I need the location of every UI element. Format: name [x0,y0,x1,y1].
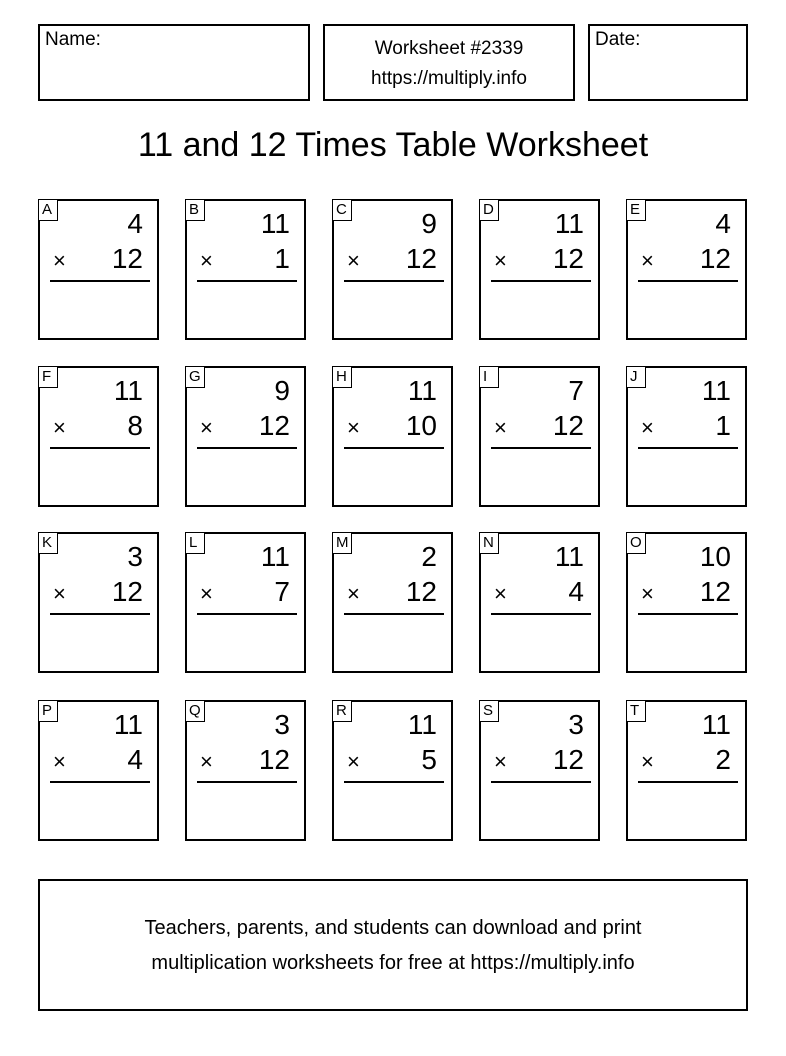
multiplier: 12 [552,243,584,274]
problem-card[interactable] [626,532,747,673]
multiplier: 1 [274,243,290,274]
problem-letter: L [185,532,205,554]
problem-letter: I [479,366,499,388]
multiplicand: 3 [274,709,290,740]
problem-card[interactable] [38,532,159,673]
times-sign: × [641,415,654,440]
times-sign: × [200,415,213,440]
multiplier: 12 [405,243,437,274]
problem-card[interactable] [479,700,600,841]
times-sign: × [53,749,66,774]
worksheet-number: Worksheet #2339 [374,38,524,59]
problem-card[interactable] [626,199,747,340]
problem-card[interactable] [332,700,453,841]
answer-line [638,280,738,282]
problem-letter: M [332,532,352,554]
multiplier: 1 [715,410,731,441]
times-sign: × [494,415,507,440]
times-sign: × [53,415,66,440]
multiplicand: 11 [701,375,731,406]
times-sign: × [494,749,507,774]
times-sign: × [347,581,360,606]
times-sign: × [200,749,213,774]
answer-line [638,613,738,615]
answer-line [491,447,591,449]
answer-line [197,781,297,783]
answer-line [344,447,444,449]
multiplicand: 7 [568,375,584,406]
answer-line [197,280,297,282]
multiplicand: 11 [113,709,143,740]
page-title: 11 and 12 Times Table Worksheet [137,126,649,164]
footer-line-2: multiplication worksheets for free at https://multiply.info [151,952,635,974]
multiplier: 12 [111,243,143,274]
multiplier: 12 [258,744,290,775]
multiplier: 12 [552,410,584,441]
problem-letter: G [185,366,205,388]
answer-line [50,781,150,783]
multiplicand: 3 [568,709,584,740]
problem-card[interactable] [185,700,306,841]
times-sign: × [347,415,360,440]
multiplicand: 9 [421,208,437,239]
multiplier: 8 [127,410,143,441]
problem-letter: S [479,700,499,722]
multiplier: 5 [421,744,437,775]
problem-card[interactable] [185,532,306,673]
answer-line [491,613,591,615]
multiplicand: 11 [407,375,437,406]
problem-letter: T [626,700,646,722]
answer-line [491,280,591,282]
multiplicand: 2 [421,541,437,572]
problem-letter: C [332,199,352,221]
multiplicand: 11 [407,709,437,740]
multiplicand: 11 [554,541,584,572]
times-sign: × [641,749,654,774]
name-field[interactable] [38,24,310,101]
problem-letter: B [185,199,205,221]
date-label: Date: [595,29,641,50]
times-sign: × [53,248,66,273]
multiplicand: 11 [113,375,143,406]
times-sign: × [200,581,213,606]
multiplier: 7 [274,576,290,607]
problem-card[interactable] [479,532,600,673]
problem-letter: H [332,366,352,388]
problem-letter: N [479,532,499,554]
multiplier: 12 [699,576,731,607]
multiplicand: 11 [701,709,731,740]
times-sign: × [53,581,66,606]
problem-letter: F [38,366,58,388]
worksheet-info [323,24,575,101]
times-sign: × [347,248,360,273]
answer-line [50,447,150,449]
answer-line [197,447,297,449]
problem-card[interactable] [626,366,747,507]
multiplicand: 11 [260,208,290,239]
problem-card[interactable] [38,199,159,340]
times-sign: × [347,749,360,774]
multiplier: 12 [552,744,584,775]
problem-card[interactable] [479,366,600,507]
problem-card[interactable] [479,199,600,340]
problem-letter: O [626,532,646,554]
times-sign: × [494,581,507,606]
answer-line [50,280,150,282]
worksheet-url: https://multiply.info [371,68,527,89]
problem-card[interactable] [38,700,159,841]
problem-letter: R [332,700,352,722]
multiplicand: 9 [274,375,290,406]
answer-line [344,280,444,282]
answer-line [638,781,738,783]
problem-card[interactable] [185,366,306,507]
multiplier: 12 [258,410,290,441]
problem-letter: J [626,366,646,388]
multiplicand: 4 [715,208,731,239]
problem-letter: E [626,199,646,221]
answer-line [344,781,444,783]
multiplier: 4 [127,744,143,775]
footer-note [38,879,748,1011]
times-sign: × [641,248,654,273]
problem-card[interactable] [626,700,747,841]
problem-letter: D [479,199,499,221]
problem-card[interactable] [185,199,306,340]
multiplicand: 4 [127,208,143,239]
answer-line [50,613,150,615]
problem-letter: Q [185,700,205,722]
multiplicand: 11 [554,208,584,239]
problem-letter: P [38,700,58,722]
times-sign: × [641,581,654,606]
multiplicand: 3 [127,541,143,572]
footer-line-1: Teachers, parents, and students can download and print [144,917,642,939]
multiplicand: 10 [699,541,731,572]
answer-line [344,613,444,615]
multiplier: 12 [699,243,731,274]
answer-line [197,613,297,615]
name-label: Name: [45,29,101,50]
multiplier: 2 [715,744,731,775]
problem-card[interactable] [332,199,453,340]
times-sign: × [494,248,507,273]
answer-line [491,781,591,783]
date-field[interactable] [588,24,748,101]
problem-card[interactable] [332,532,453,673]
multiplier: 12 [405,576,437,607]
problem-letter: A [38,199,58,221]
multiplier: 10 [405,410,437,441]
multiplicand: 11 [260,541,290,572]
problem-card[interactable] [332,366,453,507]
multiplier: 4 [568,576,584,607]
multiplier: 12 [111,576,143,607]
times-sign: × [200,248,213,273]
problem-letter: K [38,532,58,554]
answer-line [638,447,738,449]
problem-card[interactable] [38,366,159,507]
